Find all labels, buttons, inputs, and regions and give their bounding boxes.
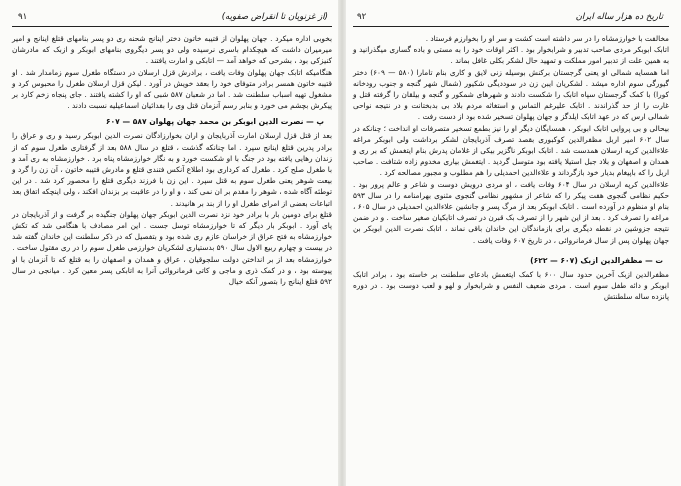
paragraph: مخالفت با خوارزمشاه را در سر داشته است کشت و سر او را بخوارزم فرستاد . xyxy=(425,34,669,43)
left-page-body xyxy=(12,33,332,287)
right-page-number: ۹۲ xyxy=(357,12,367,22)
right-page xyxy=(345,0,681,486)
spacer xyxy=(353,246,669,250)
left-running-title: (از غزنویان تا انقراض صفویه) xyxy=(221,12,328,22)
paragraph: بخوبی اداره میکرد . جهان پهلوان از قتیبه خاتون دختر اینانج شحنه ری دو پسر بنامهای قتلغ اینانج و امیر میرمیران داشت که هیچکدام باسری نرسیده ولی دو پسر دیگروی بنامهای ابوبکر و ازبک که مادرشان کنیزکی بود ، بشرحی که خواهد آمد — اتابکی و امارت یافتند . xyxy=(12,34,332,66)
paragraph: خوارزمشاه بعد از بر انداختن دولت سلجوقیان ، عراق و همدان و اصفهان را به قتلغ که تا آنزمان با او پیوسته بود ، و در کمک ذری و ماجی و کاتی فرمانروائی آنرا به اتابکی پسر معین کرد . میانجی در سال ۵۹۲ قتلغ اینانج را بتصور آنکه خیال xyxy=(12,254,332,287)
paragraph: علاءالدین کرپه ارسلان در سال ۶۰۴ وفات یافت ، او مردی درویش دوست و شاعر و عالم پرور بود . حکیم نظامی گنجوی هفت پیکر را که شاعر از مشهور نظامی گنجوی مثنوی بهرامنامه را در سال ۵۹۳ بنام او منظوم در آورده است . اتابک ابوبکر بعد از مرگ پسر و جانشین علاءالدین احمدیلی در سال ۶۰۵ ، مراغه را تصرف کرد . بعد از این شهر را از تصرف بک قبرن در تصرف اتابکیان صغیر ساخت . و در ضمن نتیجه جزوشین در نقطه دیگری برای بازماندگان این خاندان باقی نماند ، اتابک نصرت الدین ابوبکر بن جهان پهلوان پس از سال فرمانروائی ، در تاریخ ۶۰۷ وفات یافت . xyxy=(353,179,669,245)
paragraph: بیحالی و بی پروایی اتابک ابوبکر ، همسایگان دیگر او را نیز بطمع تسخیر متصرفات او انداخت ؛ چنانکه در سال ۶۰۲ امیر اربل مظفرالدین کوکبوری بقصد تصرف آذربایجان لشکر برداشت ولی ابوبکر مراغه علاءالدین کرپه ارسلان همدست شد . اتابک ابوبکر ناگزیر بیکی از غلامان پدرش بنام ایتغمش که بر ری و همدان و اصفهان و بلاد جبل استیلا یافته بود متوسل گردید . ایتغمش بیاری مخدوم زاده شتافت . صاحب اربل را که باپیغام بدیار خود بازگرداند و علاءالدین احمدیلی را هم مطلوب و مجبور مصالحه کرد . xyxy=(353,123,670,178)
right-page-body xyxy=(353,33,669,302)
section-heading: ت — مظفرالدین ازبک (۶۰۷ — ۶۲۲) xyxy=(530,255,663,265)
right-running-title: تاریخ ده هزار ساله ایران xyxy=(575,12,663,22)
paragraph: هنگامیکه اتابک جهان پهلوان وفات یافت ، برادرش قزل ارسلان در دستگاه طغرل سوم زمامدار شد . او قتیبه خاتون همسر برادر متوفای خود را بعقد خویش در آورد . لیکن قزل ارسلان طغرل را محبوس کرد و مشغول تهیه اسباب سلطنت شد . اما در شعبان ۵۸۷ شبی که او را کشته یافتند . جای پنجاه زخم کارد بر پیکرش بچشم می خورد و بنابر رسم آنزمان قتل وی را بفدائیان اسماعیلیه نسبت دادند . xyxy=(12,67,332,111)
left-page xyxy=(0,0,340,486)
paragraph: اتابک ابوبکر مردی صاحب تدبیر و شرابخوار بود . اکثر اوقات خود را به مستی و باده گساری میگذرانید و به همین علت از تدبیر امور مملکت و تمهید حال لشکر بکلی غافل بماند . xyxy=(353,45,669,66)
right-page-header xyxy=(353,8,669,27)
left-page-number: ۹۱ xyxy=(18,12,28,22)
paragraph: بعد از قتل قزل ارسلان امارت آذربایجان و اران بخوارزادگان نصرت الدین ابوبکر رسید و ری و عراق را برادر پدرین قتلغ اینانج سپرد . اما چنانکه گذشت ، قتلغ در سال ۵۸۸ بعد از گرفتاری طغرل سوم که از زندان رهایی یافته بود در جنگ با او شکست خورد و به نگار خوارزمشاه پناه برد . خوارزمشاه به ری آمد و با طغرل صلح کرد . طغرل که کرداری بود اطلاع آنکس فتندی قتلغ و مادرش قتیبه خاتون ، آن زن را گرد و بیعت شوهر یعنی طغرل سوم به قتل سپرد . این زن با فرزند دیگری قتلغ را محصور کرد شد . در این توطئه آگاه شده ، شوهر را مقدم بر ان نمی کند ، و او را در عاقبت بر بزندان افکند ، ولی اینچکه اتفاق بعد اتباعات بعضی از امرای طغرل او را از بند بر هانیدند . xyxy=(12,131,332,208)
paragraph: مظفرالدین ازبک آخرین حدود سال ۶۰۰ با کمک ایتغمش بادعای سلطنت بر خاسته بود ، برادر اتابک ابوبکر و دائه طفل سوم است . مردی ضعیف النفس و شرابخوار و لهو و لعب دوست بود . در دوره پانزده ساله سلطنتش xyxy=(353,269,669,302)
paragraph: قتلغ برای دومین بار با برادر خود نزد نصرت الدین ابوبکر جهان پهلوان جنگیده بر گرفت و از آذربایجان در پای آورد . ابوبکر بار دیگر که تا خوارزمشاه توسل جست . این امر مصادف با هنگامی شد که تکش خوارزمشاه به فتح عراق از خراسان عازم ری شده بود و بتفصیل که در ذکر سلطنت این خاندان گفته شد در بیست و چهارم ربیع الاول سال ۵۹۰ بدستیاری لشکریان خوارزمی طغرل سوم را در ری مقتول ساخت . xyxy=(12,209,332,253)
paragraph: اما همسایه شمالی او یعنی گرجستان برکنش بوسیله زنی لایق و کاری بنام تامارا (۵۸۰ — ۶۰۹) دختر گیورگی سوم اداره میشد . لشکریان ایبن زن در سوددیگی شکیور (شمال شهر گنجه و جنوب رودخانه کورا) با کمک گرجستان سپاه اتابک را شکست دادند و شهرهای شمکور و گنجه و بیلقان را گرفته قتل و غارت را از حد گذراندند . اتابک علیرغم التماس و استغاثه مردم بلاد بی بدبختانت و در نتیجه نواحی شمالی ارس که در عهد اتابک ایلدگز و جهان پهلوان تسخیر شده بود از دست رفت . xyxy=(353,67,670,122)
section-heading: پ — نصرت الدین ابوبکر بن محمد جهان پهلوان ۵۸۷ — ۶۰۷ xyxy=(105,117,324,127)
left-page-header xyxy=(12,8,332,27)
